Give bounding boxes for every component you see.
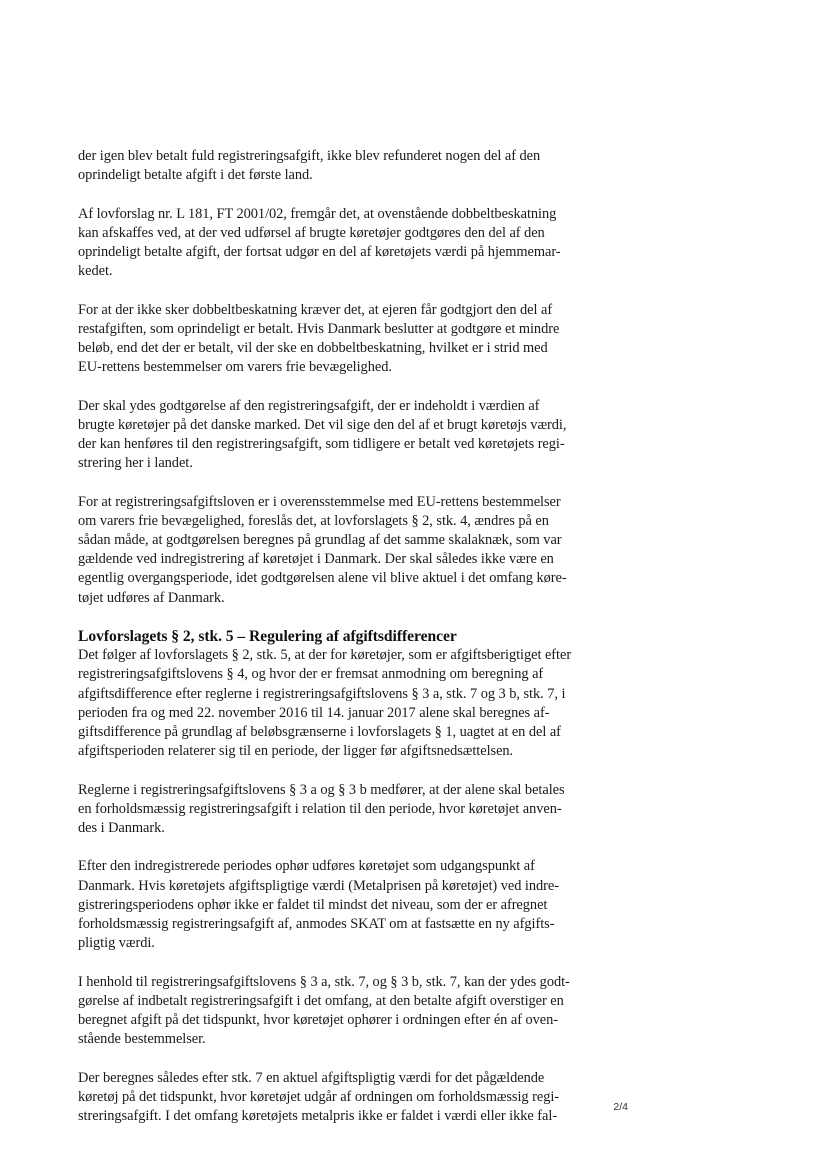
paragraph-1: der igen blev betalt fuld registreringsafgift, ikke blev refunderet nogen del af den oprindeligt betalte afgift i det første land.	[78, 148, 541, 184]
paragraph-5: For at registreringsafgiftsloven er i overensstemmelse med EU-rettens bestemmelser om varers frie bevægelighed, foreslås det, at lovforslagets § 2, stk. 4, ændres på en sådan måde, at godtgørelsen beregnes på grundlag af det samme skalaknæk, som var gældende ved indregistrering af køretøjet i Danmark. Der skal således ikke være en egentlig overgangsperiode, idet godtgørelsen alene vil blive aktuel i det omfang køre- tøjet udføres af Danmark.	[78, 493, 567, 606]
section-paragraph-2: Reglerne i registreringsafgiftslovens § 3 a og § 3 b medfører, at der alene skal betales en forholdsmæssig registreringsafgift i relation til den periode, hvor køretøjet anven- des i Danmark.	[78, 781, 565, 837]
section-paragraph-4: I henhold til registreringsafgiftslovens § 3 a, stk. 7, og § 3 b, stk. 7, kan der ydes godt- gørelse af indbetalt registreringsafgift i det omfang, at den betalte afgift overstiger en beregnet afgift på det tidspunkt, hvor køretøjet ophører i ordningen efter én af oven- stående bestemmelser.	[78, 973, 570, 1048]
section-paragraph-1: Det følger af lovforslagets § 2, stk. 5, at der for køretøjer, som er afgiftsberigtiget efter registreringsafgiftslovens § 4, og hvor der er fremsat anmodning om beregning af afgiftsdifference efter reglerne i registreringsafgiftslovens § 3 a, stk. 7 og 3 b, stk. 7, i perioden fra og med 22. november 2016 til 14. januar 2017 alene skal beregnes af- giftsdifference på grundlag af beløbsgrænserne i lovforslagets § 1, uagtet at en del af afgiftsperioden relaterer sig til en periode, der ligger før afgiftsnedsættelsen.	[78, 647, 572, 760]
page-number: 2/4	[613, 1101, 628, 1113]
section-heading: Lovforslagets § 2, stk. 5 – Regulering af afgiftsdifferencer	[78, 628, 457, 645]
paragraph-2: Af lovforslag nr. L 181, FT 2001/02, fremgår det, at ovenstående dobbeltbeskatning kan afskaffes ved, at der ved udførsel af brugte køretøjer godtgøres den del af den oprindeligt betalte afgift, der fortsat udgør en del af køretøjets værdi på hjemmemar- kedet.	[78, 205, 561, 280]
document-body	[78, 147, 626, 1145]
paragraph-4: Der skal ydes godtgørelse af den registreringsafgift, der er indeholdt i værdien af brugte køretøjer på det danske marked. Det vil sige den del af et brugt køretøjs værdi, der kan henføres til den registreringsafgift, som tidligere er betalt ved køretøjets regi- strering her i landet.	[78, 397, 567, 472]
section-paragraph-5: Der beregnes således efter stk. 7 en aktuel afgiftspligtig værdi for det pågældende køretøj på det tidspunkt, hvor køretøjet udgår af ordningen om forholdsmæssig regi- streringsafgift. I det omfang køretøjets metalpris ikke er faldet i værdi eller ikke fal-	[78, 1069, 560, 1125]
section-paragraph-3: Efter den indregistrerede periodes ophør udføres køretøjet som udgangspunkt af Danmark. Hvis køretøjets afgiftspligtige værdi (Metalprisen på køretøjet) ved indre- gistreringsperiodens ophør ikke er faldet til mindst det niveau, som der er afregnet forholdsmæssig registreringsafgift af, anmodes SKAT om at fastsætte en ny afgifts- pligtig værdi.	[78, 858, 559, 952]
paragraph-3: For at der ikke sker dobbeltbeskatning kræver det, at ejeren får godtgjort den del af restafgiften, som oprindeligt er betalt. Hvis Danmark beslutter at godtgøre et mindre beløb, end det der er betalt, vil der ske en dobbeltbeskatning, hvilket er i strid med EU-rettens bestemmelser om varers frie bevægelighed.	[78, 301, 560, 376]
